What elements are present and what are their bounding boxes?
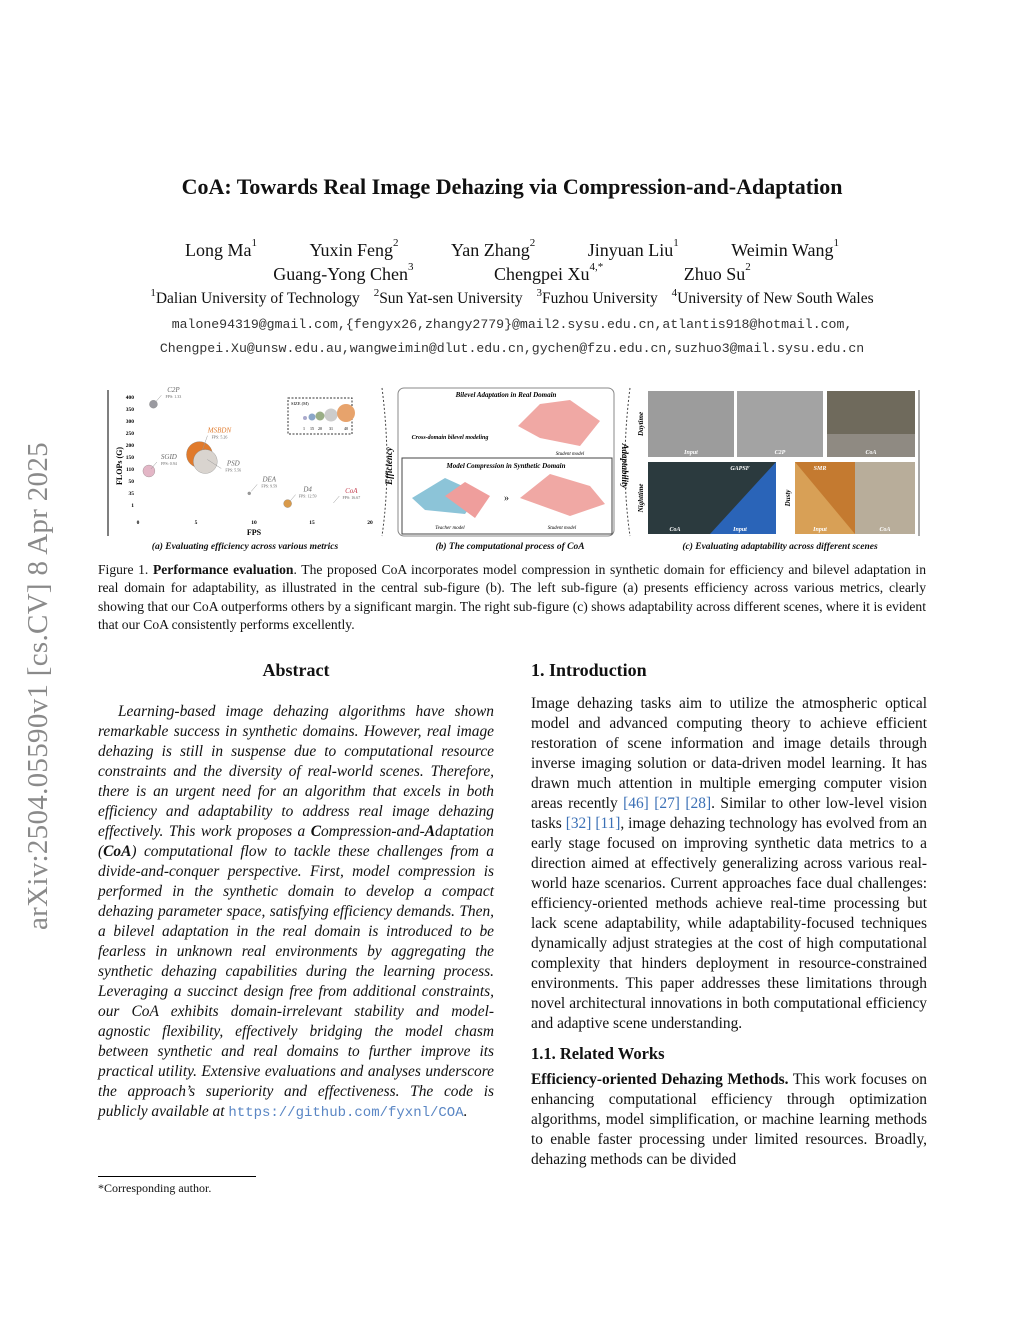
introduction-heading: 1. Introduction — [531, 660, 647, 680]
paper-title: CoA: Towards Real Image Dehazing via Compression-and-Adaptation — [181, 174, 843, 199]
bubble-fps-label: FPS: 5.26 — [211, 434, 228, 440]
x-tick-label: 10 — [251, 520, 257, 526]
scene-label: C2P — [774, 450, 786, 456]
bubble-label: DEA — [262, 475, 277, 484]
bubble-label: MSBDN — [207, 426, 232, 435]
citation[interactable]: [28] — [685, 795, 712, 812]
author: Yan Zhang$^2$ — [451, 237, 536, 260]
scene-label: SMR — [813, 466, 827, 472]
bubble-dea — [248, 492, 251, 495]
introduction-section — [531, 660, 927, 1170]
scene-label: CoA — [879, 527, 891, 533]
bubble-label: PSD — [226, 459, 240, 468]
daytime-label: Daytime — [637, 411, 645, 437]
abstract-heading: Abstract — [262, 660, 330, 680]
email-line: Chengpei.Xu@unsw.edu.au,wangweimin@dlut.edu.cn,gychen@fzu.edu.cn,suzhuo3@mail.sysu.edu.cn — [159, 341, 865, 356]
x-tick-label: 0 — [136, 520, 140, 526]
bubble-fps-label: FPS: 16.67 — [342, 495, 361, 500]
code-link[interactable]: https://github.com/fyxnl/COA — [228, 1105, 464, 1121]
citation[interactable]: [46] — [623, 795, 649, 812]
author: Jinyuan Liu$^1$ — [587, 237, 679, 260]
scene-label: CoA — [669, 527, 681, 533]
y-tick-label: 300 — [125, 419, 134, 425]
size-legend-label: 40 — [344, 426, 348, 431]
cross-domain-label: Cross-domain bilevel modeling — [411, 435, 489, 441]
bubble-fps-label: FPS: 0.94 — [161, 461, 177, 466]
scene-label: Input — [813, 527, 827, 533]
y-tick-label: 200 — [125, 443, 134, 449]
size-legend-title: SIZE (M) — [291, 401, 309, 406]
related-works-paragraph: Efficiency-oriented Dehazing Methods. This work focuses on enhancing computational efficiency through optimization algorithms, model simplification, or machine learning methods to enable faster processing under limited resources. Broadly, dehazing methods can be divided — [531, 1071, 928, 1168]
leader-line — [251, 484, 257, 491]
figure-1 — [100, 386, 930, 556]
bubble-label: SGID — [160, 453, 177, 461]
bubble-fps-label: FPS: 12.59 — [298, 493, 317, 499]
related-works-heading: 1.1. Related Works — [531, 1044, 665, 1063]
author: Yuxin Feng$^2$ — [309, 237, 399, 260]
y-axis-label: FLOPs (G) — [115, 447, 124, 485]
y-tick-label: 1 — [131, 503, 134, 509]
abstract-section — [98, 660, 494, 1123]
bubble-fps-label: FPS: 1.33 — [165, 394, 182, 400]
y-tick-label: 35 — [128, 491, 134, 497]
y-tick-label: 400 — [125, 395, 134, 401]
y-tick-label: 250 — [125, 431, 134, 437]
size-legend-label: 31 — [329, 426, 333, 431]
arxiv-identifier: arXiv:2504.05590v1 [cs.CV] 8 Apr 2025 — [22, 442, 54, 930]
x-tick-label: 20 — [367, 520, 373, 526]
x-tick-label: 5 — [194, 520, 198, 526]
size-legend-label: 1 — [303, 426, 305, 431]
citation[interactable]: [32] — [565, 815, 592, 832]
author: Long Ma$^1$ — [185, 237, 258, 260]
bubble-label: C2P — [167, 386, 180, 395]
citation[interactable]: [27] — [654, 795, 680, 812]
compression-title: Model Compression in Synthetic Domain — [446, 462, 566, 470]
affiliations — [0, 287, 1024, 308]
figure-caption: Figure 1. Performance evaluation. The proposed CoA incorporates model compression in synthetic domain for efficiency and bilevel adaptation in real domain for adaptability, as illustrated in the central sub-figure (b). The left sub-figure (a) presents efficiency across various metrics, clearly showing that our CoA outperforms others by a significant margin. The right sub-figure (c) shows adaptability across different scenes, where it is evident that our CoA consistently performs excellently. — [98, 562, 927, 632]
author: Weimin Wang$^1$ — [731, 237, 839, 260]
y-tick-label: 150 — [125, 455, 134, 461]
abstract-body: Learning-based image dehazing algorithms have shown remarkable success in synthetic domains. However, real image dehazing is still in suspense due to computational resource constraints and the diversity of real-world scenes. Therefore, there is an urgent need for an algorithm that excels in both efficiency and adaptability to address real image dehazing effectively. This work proposes a Compression-and-Adaptation (CoA) computational flow to tackle these challenges from a divide-and-conquer perspective. First, model compression is performed in the synthetic domain to develop a compact dehazing parameter space, satisfying efficiency demands. Then, a bilevel adaptation in the real domain is introduced to be fearless in unknown real environments by aggregating the synthetic dehazing capabilities during the learning process. Leveraging a succinct design free from additional constraints, our CoA exhibits domain-irrelevant stability and model-agnostic flexibility, effectively bridging the model chasm between synthetic and real domains to further improve its practical utility. Extensive evaluations and analyses underscore the approach’s superiority and effectiveness. The code is publicly available at https://github.com/fyxnl/COA. — [98, 703, 494, 1121]
author: Chengpei $Xu^{4,*}$ — [493, 261, 604, 284]
affiliation: $^3$Fuzhou University — [536, 287, 658, 307]
leader-line — [290, 495, 296, 502]
bubble-fps-label: FPS: 9.59 — [261, 483, 278, 489]
svg-text:»: » — [504, 493, 509, 504]
size-legend-label: 15 — [310, 426, 314, 431]
nighttime-label: Nighttime — [637, 483, 645, 513]
citation[interactable]: [11] — [595, 815, 621, 832]
student-model-label: Student model — [555, 452, 585, 457]
leader-line — [333, 496, 339, 503]
author: Guang-Yong Chen$^3$ — [273, 261, 414, 284]
x-axis-label: FPS — [246, 528, 262, 537]
size-legend — [303, 404, 355, 422]
scene-label: CoA — [865, 450, 877, 456]
y-tick-label: 50 — [128, 479, 134, 485]
footnote: *Corresponding author. — [98, 1176, 256, 1196]
bubble-label: CoA — [345, 487, 358, 495]
affiliation: $^4$University of New South Wales — [671, 287, 874, 307]
leader-line — [155, 395, 161, 402]
bilevel-title: Bilevel Adaptation in Real Domain — [455, 391, 557, 399]
email-line: malone94319@gmail.com,{fengyx26,zhangy2779}@mail2.sysu.edu.cn,atlantis918@hotmail.com, — [171, 317, 853, 332]
subcaption-b: (b) The computational process of CoA — [435, 542, 585, 552]
bubble-label: D4 — [303, 485, 312, 494]
bubble-psd — [193, 450, 217, 474]
bubble-fps-label: FPS: 5.56 — [225, 467, 242, 473]
author: Zhuo Su$^2$ — [683, 261, 751, 284]
size-legend-label: 20 — [318, 426, 322, 431]
x-tick-label: 15 — [309, 520, 315, 526]
y-tick-label: 350 — [125, 407, 134, 413]
subcaption-c: (c) Evaluating adaptability across different scenes — [682, 542, 878, 552]
dusty-label: Dusty — [784, 489, 792, 507]
subcaption-a: (a) Evaluating efficiency across various metrics — [151, 542, 339, 552]
scene-label: Input — [733, 527, 747, 533]
student-model-label: Student model — [547, 526, 577, 531]
scene-label: GAPSF — [730, 466, 750, 472]
y-tick-label: 110 — [126, 467, 134, 473]
adaptability-label: Adaptability — [620, 443, 630, 489]
affiliation: $^1$Dalian University of Technology — [150, 287, 360, 307]
intro-paragraph: Image dehazing tasks aim to utilize the atmospheric optical model and advanced computing theory to achieve efficient restoration of scene information and image details through inverse imaging solution or data-driven model learning. It has drawn much attention in multiple emerging computer vision areas recently [46] [27] [28]. Similar to other low-level vision tasks [32] [11], image dehazing technology has evolved from an early stage focused on improving synthetic data metrics to a direction aimed at effectively generalizing across various real-world haze scenarios. Current approaches face dual challenges: efficiency-oriented methods achieve real-time processing but lack scene adaptability, while adaptability-focused techniques dynamically adjust strategies at the cost of high computational complexity that hinders deployment in resource-constrained environments. This paper addresses these limitations through novel architectural innovations in both computational efficiency and adaptive scene understanding. — [531, 695, 927, 1032]
efficiency-bubble-chart — [108, 386, 373, 537]
efficiency-label: Efficiency — [384, 447, 394, 485]
author-row-2 — [0, 261, 1024, 285]
author-row-1 — [0, 237, 1024, 261]
scene-label: Input — [684, 450, 698, 456]
teacher-model-label: Teacher model — [435, 526, 465, 531]
affiliation: $^2$Sun Yat-sen University — [373, 287, 523, 307]
